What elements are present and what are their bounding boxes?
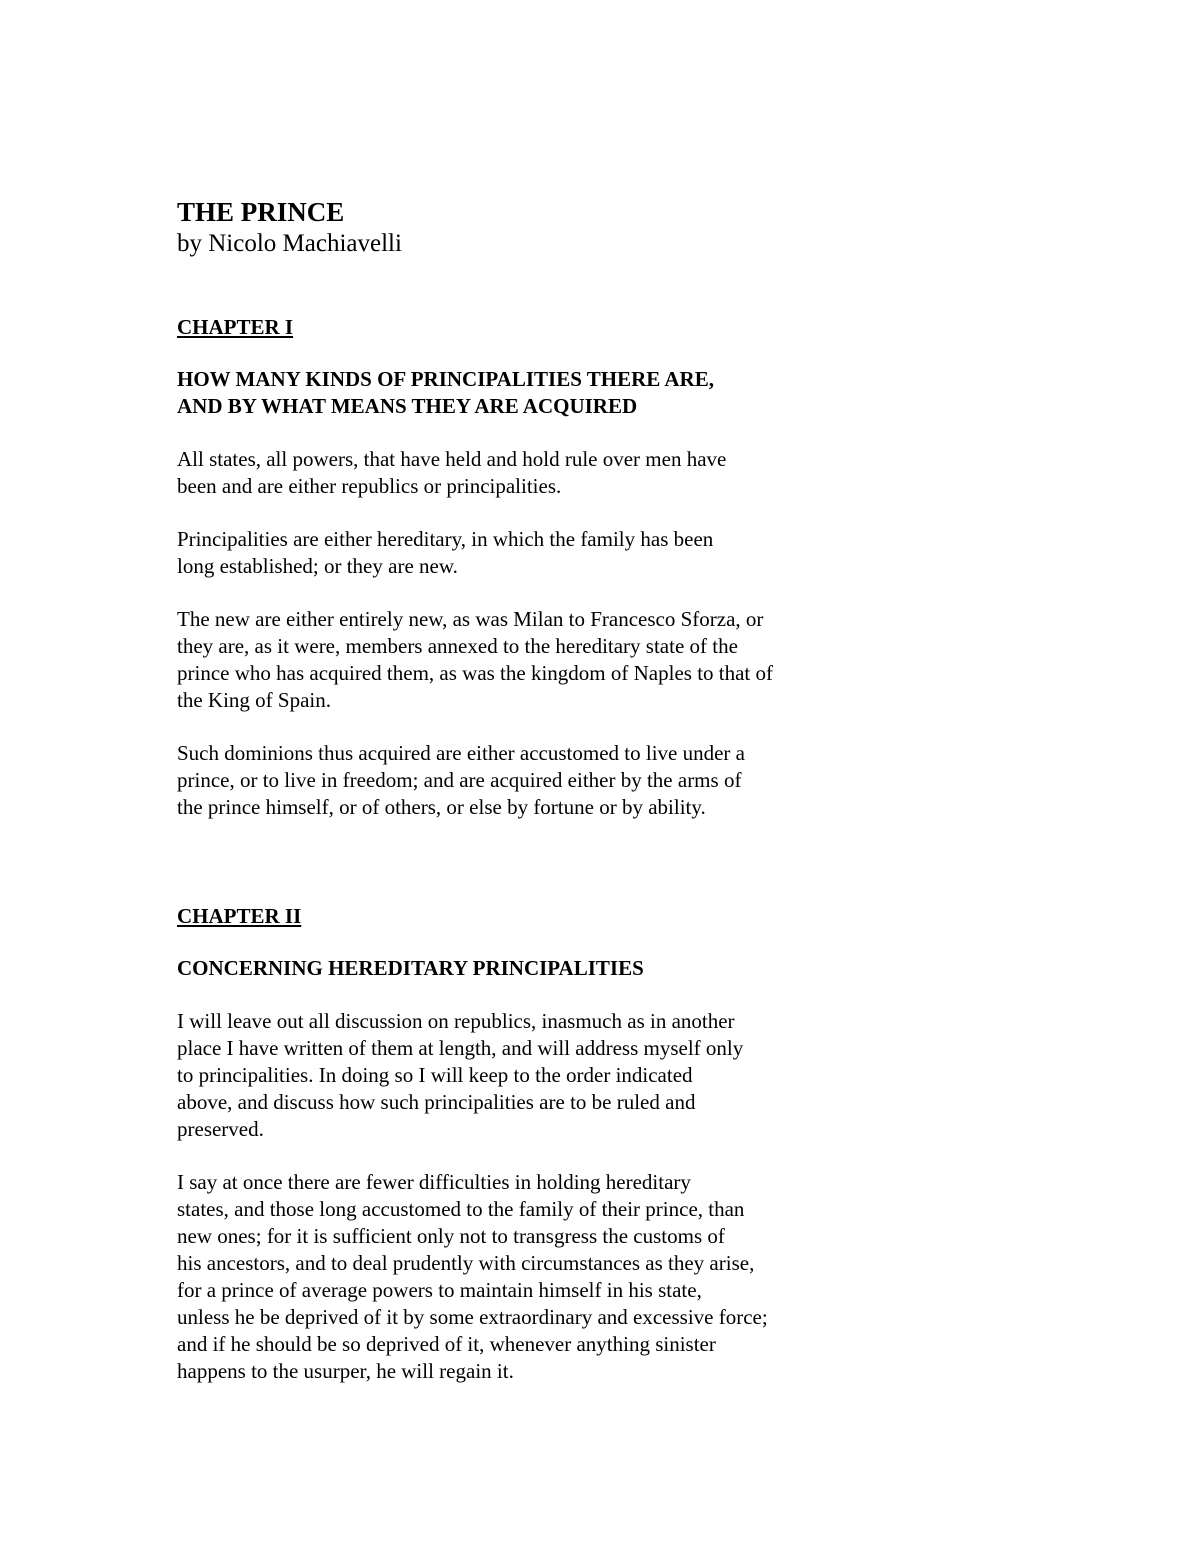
chapter-1: [177, 313, 877, 821]
document-author: by Nicolo Machiavelli: [177, 230, 402, 257]
chapter-2: [177, 902, 877, 1385]
chapter-1-heading: CHAPTER I: [177, 315, 294, 339]
chapter-2-paragraph-1: I will leave out all discussion on republics, inasmuch as in another place I have written of them at length, and will address myself only to principalities. In doing so I will keep to the order indicated above, and discuss how such principalities are to be ruled and preserved.: [177, 1009, 744, 1141]
chapter-2-title: CONCERNING HEREDITARY PRINCIPALITIES: [177, 956, 644, 980]
chapter-2-heading: CHAPTER II: [177, 904, 302, 928]
document-title: THE PRINCE: [177, 197, 345, 227]
chapter-1-paragraph-2: Principalities are either hereditary, in which the family has been long established; or they are new.: [177, 527, 714, 578]
chapter-1-paragraph-1: All states, all powers, that have held and hold rule over men have been and are either republics or principalities.: [177, 447, 727, 498]
chapter-2-paragraph-2: I say at once there are fewer difficulties in holding hereditary states, and those long accustomed to the family of their prince, than new ones; for it is sufficient only not to transgress the customs of his ancestors, and to deal prudently with circumstances as they arise, for a prince of average powers to maintain himself in his state, unless he be deprived of it by some extraordinary and excessive force; and if he should be so deprived of it, whenever anything sinister happens to the usurper, he will regain it.: [177, 1170, 768, 1383]
chapter-1-paragraph-4: Such dominions thus acquired are either accustomed to live under a prince, or to live in freedom; and are acquired either by the arms of the prince himself, or of others, or else by fortune or by ability.: [177, 741, 745, 819]
chapter-1-title: HOW MANY KINDS OF PRINCIPALITIES THERE ARE, AND BY WHAT MEANS THEY ARE ACQUIRED: [177, 367, 714, 418]
chapter-1-paragraph-3: The new are either entirely new, as was Milan to Francesco Sforza, or they are, as it were, members annexed to the hereditary state of the prince who has acquired them, as was the kingdom of Naples to that of the King of Spain.: [177, 607, 774, 712]
document-page: [177, 196, 877, 1385]
